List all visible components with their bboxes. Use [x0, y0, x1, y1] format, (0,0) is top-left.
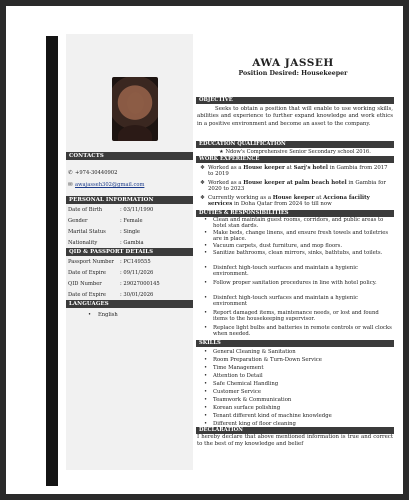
- diamond-bullet-icon: ❖: [200, 195, 205, 201]
- skill-item: • Time Management: [204, 365, 264, 371]
- work-experience-header: WORK EXPERIENCE: [196, 156, 394, 163]
- work-item: ❖ Worked as a House keeper at palm beach hotel in Gambia for 2020 to 2023: [200, 180, 386, 193]
- duty-item: • Follow proper sanitation procedures in line with hotel policy.: [204, 280, 377, 286]
- star-bullet-icon: ★: [219, 149, 226, 155]
- personal-row: Date of Birth : 03/11/1990: [68, 207, 154, 213]
- qid-row: Date of Expire : 09/11/2026: [68, 270, 154, 276]
- photo-shoulders: [118, 125, 152, 141]
- contacts-header: CONTACTS: [66, 152, 193, 160]
- skill-item: • Attention to Detail: [204, 373, 263, 379]
- diamond-bullet-icon: ❖: [200, 180, 205, 186]
- qid-row: Date of Expire : 30/01/2026: [68, 292, 154, 298]
- language-item: • English: [88, 312, 118, 318]
- objective-header: OBJECTIVE: [196, 97, 394, 104]
- contact-phone: +974-30440902: [75, 170, 118, 176]
- personal-row: Nationality : Gambia: [68, 240, 144, 246]
- work-item: ❖ Currently working as a House keeper at Acciona facility services in Doha Qatar from 2024 to till now: [200, 195, 370, 208]
- duty-item: • Sanitize bathrooms, clean mirrors, sinks, bathtubs, and toilets.: [204, 250, 383, 256]
- declaration-header: DECLARATION: [196, 427, 394, 434]
- duty-item: • Report damaged items, maintenance needs, or lost and found items to the housekeeping supervisor.: [204, 310, 379, 323]
- skills-header: SKILLS: [196, 340, 394, 347]
- duty-item: • Vacuum carpets, dust furniture, and mop floors.: [204, 243, 343, 249]
- qid-row: QID Number : 29027000145: [68, 281, 160, 287]
- candidate-name: AWA JASSEH: [252, 57, 334, 69]
- personal-row: Gender : Female: [68, 218, 143, 224]
- work-item: ❖ Worked as a House keeper at Sarj's hotel in Gambia from 2017 to 2019: [200, 165, 388, 178]
- languages-header: LANGUAGES: [66, 300, 193, 308]
- skill-item: • Room Preparation & Turn-Down Service: [204, 357, 322, 363]
- personal-info-header: PERSONAL INFORMATION: [66, 196, 193, 204]
- contact-email-row[interactable]: [68, 182, 193, 188]
- skill-item: • Customer Service: [204, 389, 261, 395]
- declaration-text: I hereby declare that above mentioned information is true and correct to the best of my knowledge and belief: [197, 434, 393, 448]
- email-icon: ✉: [68, 182, 73, 188]
- duties-header: DUTIES & RESPONSIBILITIES: [196, 210, 394, 217]
- skill-item: • Teamwork & Communication: [204, 397, 292, 403]
- education-header: EDUCATION QUALIFICATION: [196, 141, 394, 148]
- duty-item: • Disinfect high-touch surfaces and maintain a hygienic environment: [204, 295, 358, 308]
- objective-text: Seeks to obtain a position that will enable to use working skills, abilities and experience to further expand knowledge and work ethics in a positive environment and become an asset to the company.: [197, 106, 393, 127]
- duty-item: • Replace light bulbs and batteries in remote controls or wall clocks when needed.: [204, 325, 392, 338]
- skill-item: • Different king of floor cleaning: [204, 421, 296, 427]
- diamond-bullet-icon: ❖: [200, 165, 205, 171]
- skill-item: • Tenant different kind of machine knowledge: [204, 413, 332, 419]
- qid-passport-header: QID & PASSPORT DETAILS: [66, 248, 193, 256]
- duty-item: • Disinfect high-touch surfaces and maintain a hygienic environment.: [204, 265, 358, 278]
- duty-item: • Make beds, change linens, and ensure fresh towels and toiletries are in place.: [204, 230, 389, 243]
- qid-row: Passport Number : PC149555: [68, 259, 151, 265]
- profile-photo: [112, 77, 158, 141]
- skill-item: • General Cleaning & Sanitation: [204, 349, 296, 355]
- left-accent-bar: [46, 36, 58, 486]
- contact-phone-row: [68, 170, 193, 176]
- contact-email-link[interactable]: awajasseh302@gmail.com: [75, 182, 145, 188]
- photo-face: [127, 92, 144, 114]
- personal-row: Marital Status : Single: [68, 229, 141, 235]
- skill-item: • Safe Chemical Handling: [204, 381, 279, 387]
- position-desired: Position Desired: Housekeeper: [238, 70, 348, 77]
- skill-item: • Korean surface polishing: [204, 405, 281, 411]
- phone-icon: ✆: [68, 170, 73, 176]
- duty-item: • Clean and maintain guest rooms, corridors, and public areas to hotel stan dards.: [204, 217, 384, 230]
- education-item: ★ Ndow's Comprehensive Senior Secondary school 2016.: [219, 149, 371, 155]
